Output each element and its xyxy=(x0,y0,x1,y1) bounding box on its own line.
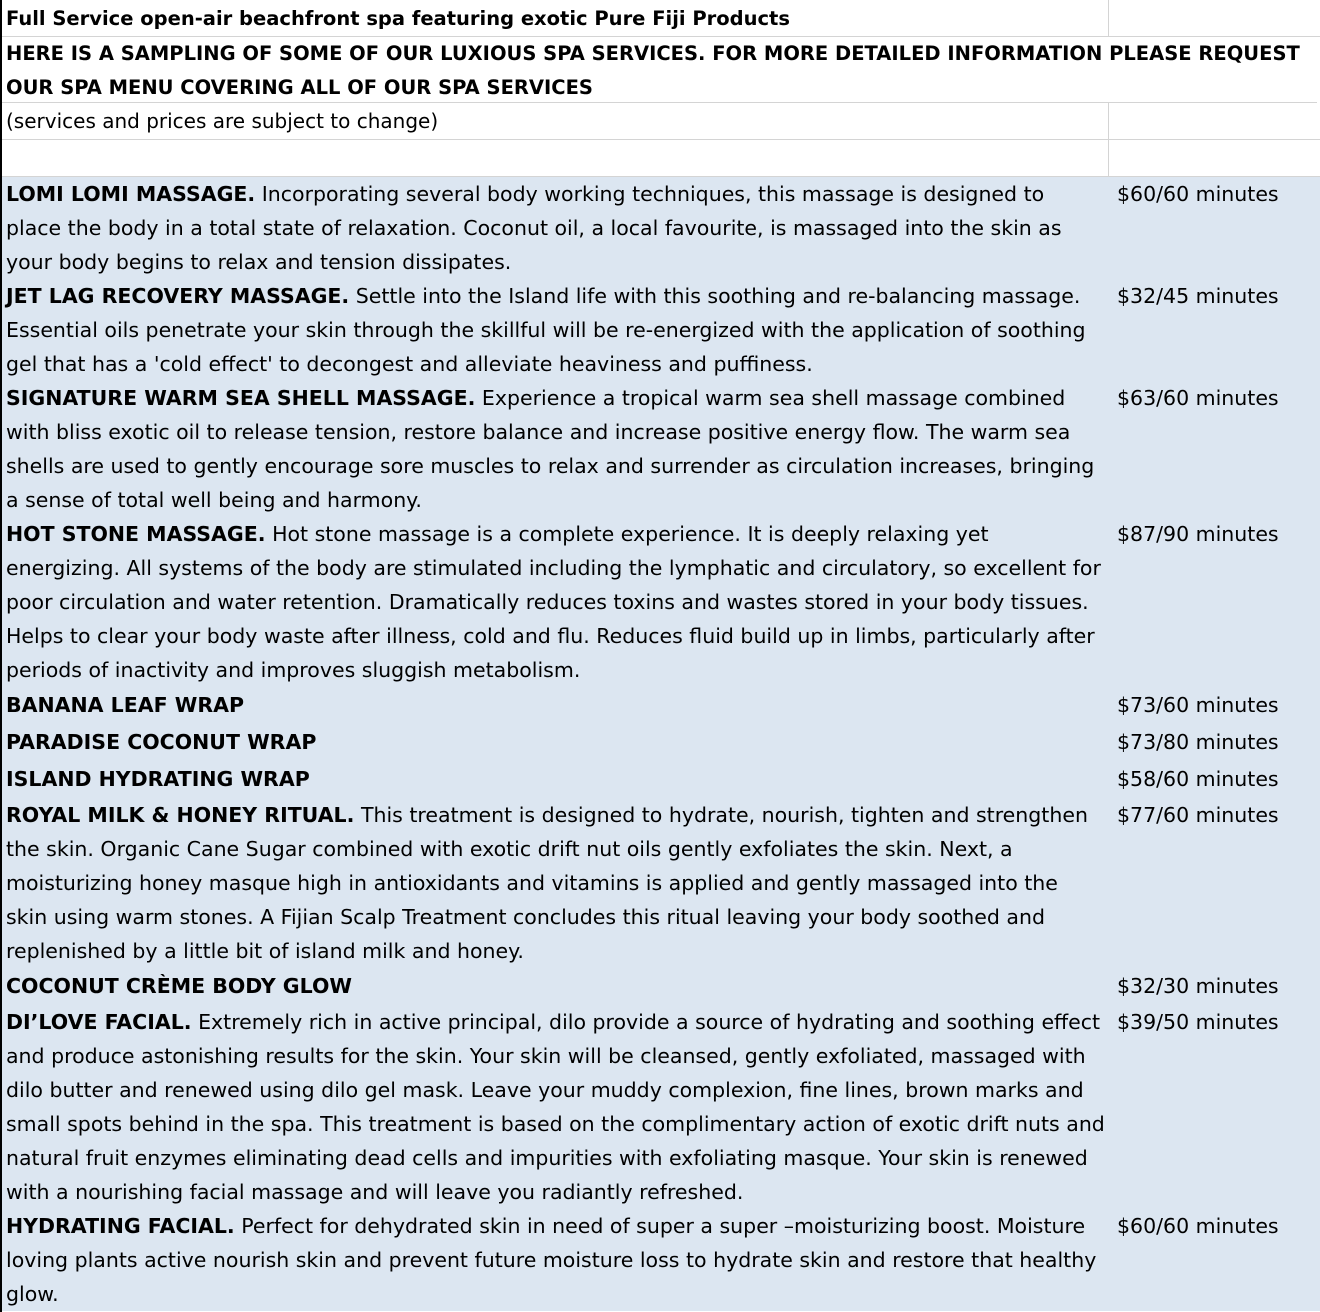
service-row[interactable] xyxy=(2,687,1320,724)
service-row[interactable] xyxy=(2,724,1320,761)
service-price-cell[interactable]: $63/60 minutes xyxy=(1117,386,1279,410)
spa-intro-cell[interactable]: Full Service open-air beachfront spa featuring exotic Pure Fiji Products xyxy=(2,0,1109,37)
service-price-cell[interactable]: $87/90 minutes xyxy=(1117,522,1279,546)
services-list xyxy=(2,177,1320,1311)
service-description-cell[interactable] xyxy=(2,798,1109,968)
service-title: ROYAL MILK & HONEY RITUAL. xyxy=(6,803,355,827)
service-description: This treatment is designed to hydrate, nourish, tighten and strengthen the skin. Organic Cane Sugar combined with exotic drift nut oils gently exfoliates the skin. Next, a moisturizing honey masque high in antioxidants and vitamins is applied and gently massaged into the skin using warm stones. A Fijian Scalp Treatment concludes this ritual leaving your body soothed and replenished by a little bit of island milk and honey. xyxy=(6,803,1088,963)
service-description-cell[interactable] xyxy=(2,177,1109,279)
service-title: SIGNATURE WARM SEA SHELL MASSAGE. xyxy=(6,386,476,410)
service-title: JET LAG RECOVERY MASSAGE. xyxy=(6,284,350,308)
service-description-cell[interactable] xyxy=(2,761,1109,798)
service-description: Perfect for dehydrated skin in need of super a super –moisturizing boost. Moisture loving plants active nourish skin and prevent future moisture loss to hydrate skin and restore that healthy glow. xyxy=(6,1214,1097,1306)
service-description-cell[interactable] xyxy=(2,381,1109,517)
sampling-notice-cell[interactable]: HERE IS A SAMPLING OF SOME OF OUR LUXIOUS SPA SERVICES. FOR MORE DETAILED INFORMATION PLEASE REQUEST OUR SPA MENU COVERING ALL OF OUR SPA SERVICES xyxy=(2,37,1317,103)
service-row[interactable] xyxy=(2,968,1320,1005)
service-description-cell[interactable] xyxy=(2,724,1109,761)
header-row-1[interactable] xyxy=(2,0,1320,37)
service-price-cell[interactable]: $77/60 minutes xyxy=(1117,803,1279,827)
service-description: Extremely rich in active principal, dilo provide a source of hydrating and soothing effect and produce astonishing results for the skin. Your skin will be cleansed, gently exfoliated, massaged with dilo butter and renewed using dilo gel mask. Leave your muddy complexion, fine lines, brown marks and small spots behind in the spa. This treatment is based on the complimentary action of exotic drift nuts and natural fruit enzymes eliminating dead cells and impurities with exfoliating masque. Your skin is renewed with a nourishing facial massage and will leave you radiantly refreshed. xyxy=(6,1010,1105,1204)
service-description: Settle into the Island life with this soothing and re-balancing massage. Essential oils penetrate your skin through the skillful will be re-energized with the application of soothing gel that has a 'cold effect' to decongest and alleviate heaviness and puffiness. xyxy=(6,284,1086,376)
service-title: BANANA LEAF WRAP xyxy=(6,693,245,717)
service-description-cell[interactable] xyxy=(2,517,1109,687)
service-title: LOMI LOMI MASSAGE. xyxy=(6,182,256,206)
service-description-cell[interactable] xyxy=(2,1005,1109,1209)
service-row[interactable] xyxy=(2,177,1320,279)
empty-cell[interactable] xyxy=(1109,103,1320,140)
service-row[interactable] xyxy=(2,381,1320,517)
header-row-2[interactable] xyxy=(2,37,1320,103)
service-price-cell[interactable]: $73/60 minutes xyxy=(1117,693,1279,717)
service-description-cell[interactable] xyxy=(2,279,1109,381)
service-row[interactable] xyxy=(2,279,1320,381)
service-row[interactable] xyxy=(2,1005,1320,1209)
empty-row[interactable] xyxy=(2,140,1320,177)
price-disclaimer-cell[interactable]: (services and prices are subject to change) xyxy=(2,103,1109,140)
service-row[interactable] xyxy=(2,798,1320,968)
service-title: PARADISE COCONUT WRAP xyxy=(6,730,317,754)
service-price-cell[interactable]: $60/60 minutes xyxy=(1117,1214,1279,1238)
service-description: Experience a tropical warm sea shell massage combined with bliss exotic oil to release tension, restore balance and increase positive energy flow. The warm sea shells are used to gently encourage sore muscles to relax and surrender as circulation increases, bringing a sense of total well being and harmony. xyxy=(6,386,1095,512)
service-description: Incorporating several body working techniques, this massage is designed to place the body in a total state of relaxation. Coconut oil, a local favourite, is massaged into the skin as your body begins to relax and tension dissipates. xyxy=(6,182,1062,274)
empty-cell[interactable] xyxy=(2,140,1109,177)
service-price-cell[interactable]: $58/60 minutes xyxy=(1117,767,1279,791)
service-row[interactable] xyxy=(2,517,1320,687)
service-description: Hot stone massage is a complete experience. It is deeply relaxing yet energizing. All systems of the body are stimulated including the lymphatic and circulatory, so excellent for poor circulation and water retention. Dramatically reduces toxins and wastes stored in your body tissues. Helps to clear your body waste after illness, cold and flu. Reduces fluid build up in limbs, particularly after periods of inactivity and improves sluggish metabolism. xyxy=(6,522,1101,682)
service-row[interactable] xyxy=(2,761,1320,798)
service-price-cell[interactable]: $60/60 minutes xyxy=(1117,182,1279,206)
service-description-cell[interactable] xyxy=(2,968,1109,1005)
service-description-cell[interactable] xyxy=(2,1209,1109,1311)
service-price-cell[interactable]: $39/50 minutes xyxy=(1117,1010,1279,1034)
empty-cell[interactable] xyxy=(1109,140,1320,177)
service-price-cell[interactable]: $32/45 minutes xyxy=(1117,284,1279,308)
service-title: COCONUT CRÈME BODY GLOW xyxy=(6,974,352,998)
service-title: ISLAND HYDRATING WRAP xyxy=(6,767,310,791)
service-title: HOT STONE MASSAGE. xyxy=(6,522,266,546)
service-title: HYDRATING FACIAL. xyxy=(6,1214,235,1238)
service-title: DI’LOVE FACIAL. xyxy=(6,1010,192,1034)
empty-cell[interactable] xyxy=(1109,0,1320,37)
service-description-cell[interactable] xyxy=(2,687,1109,724)
service-price-cell[interactable]: $32/30 minutes xyxy=(1117,974,1279,998)
service-price-cell[interactable]: $73/80 minutes xyxy=(1117,730,1279,754)
service-row[interactable] xyxy=(2,1209,1320,1311)
header-row-3[interactable] xyxy=(2,103,1320,140)
